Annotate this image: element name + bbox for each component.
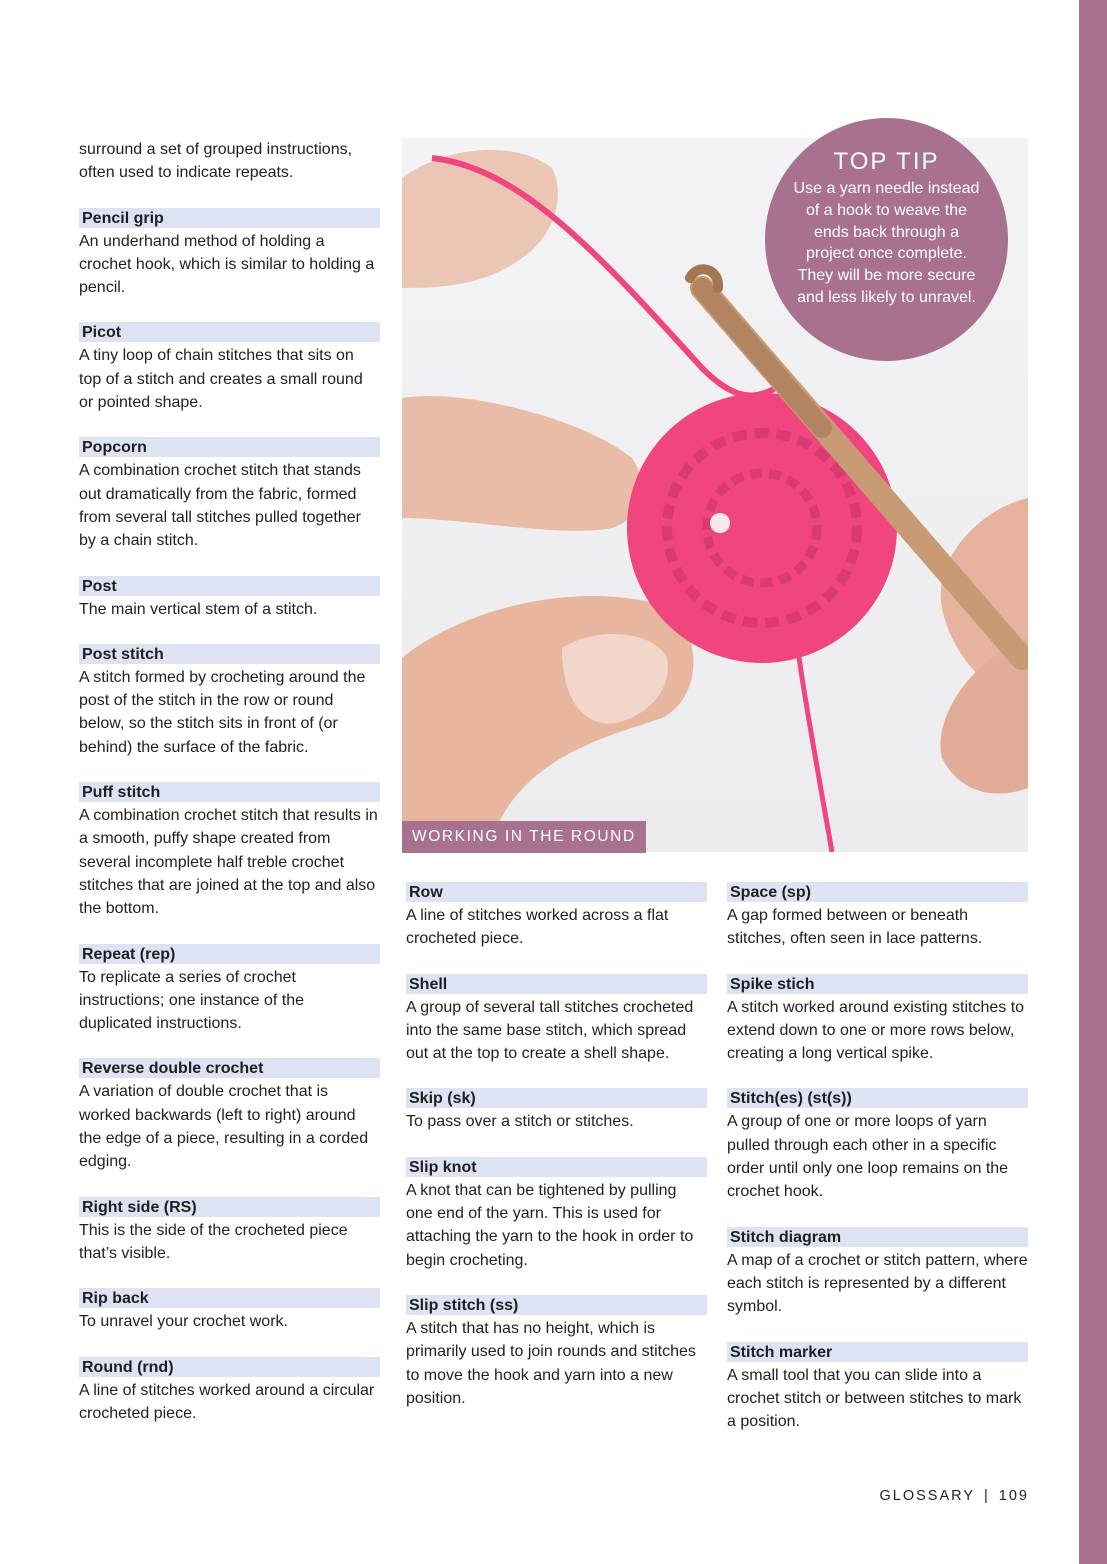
glossary-term: Post [79,576,380,596]
glossary-term: Reverse double crochet [79,1058,380,1078]
glossary-definition: To replicate a series of crochet instructions; one instance of the duplicated instructions. [79,968,305,1033]
page-footer [879,1488,1029,1504]
glossary-definition: A stitch worked around existing stitches to extend down to one or more rows below, creating a long vertical spike. [727,998,1025,1063]
glossary-term: Round (rnd) [79,1357,380,1377]
glossary-term: Slip knot [406,1157,707,1177]
glossary-entry [79,208,380,300]
glossary-entry [727,1088,1028,1203]
glossary-definition: A line of stitches worked across a flat crocheted piece. [406,907,669,948]
glossary-definition: A small tool that you can slide into a crochet stitch or between stitches to mark a position. [727,1366,1022,1431]
top-tip-text: Use a yarn needle instead of a hook to weave the ends back through a project once complete. They will be more secure and less likely to unravel. [793,180,980,306]
top-tip-badge [765,118,1008,361]
glossary-entry [79,322,380,414]
glossary-entry [727,882,1028,951]
glossary-term: Space (sp) [727,882,1028,902]
glossary-definition: A group of several tall stitches crocheted into the same base stitch, which spread out at the top to create a shell shape. [406,998,694,1063]
finger-middle [402,396,642,531]
glossary-definition: A gap formed between or beneath stitches, often seen in lace patterns. [727,907,983,948]
glossary-entry [79,1288,380,1333]
glossary-entry [406,1088,707,1133]
glossary-definition: A line of stitches worked around a circular crocheted piece. [79,1381,375,1422]
glossary-term: Rip back [79,1288,380,1308]
glossary-term: Skip (sk) [406,1088,707,1108]
glossary-entry [406,974,707,1066]
footer-separator: | [984,1488,990,1504]
glossary-continued-text: surround a set of grouped instructions, often used to indicate repeats. [79,141,353,182]
glossary-definition: A group of one or more loops of yarn pulled through each other in a specific order until only one loop remains on the crochet hook. [727,1113,1009,1201]
glossary-entry [727,1227,1028,1319]
glossary-entry [79,576,380,621]
glossary-term: Right side (RS) [79,1197,380,1217]
crochet-center-hole [710,513,730,533]
glossary-term: Repeat (rep) [79,944,380,964]
photo-caption: WORKING IN THE ROUND [402,821,646,853]
glossary-term: Stitch(es) (st(s)) [727,1088,1028,1108]
glossary-term: Row [406,882,707,902]
glossary-definition: A combination crochet stitch that stands out dramatically from the fabric, formed from several tall stitches pulled together by a chain stitch. [79,462,361,550]
glossary-entry [406,1157,707,1272]
glossary-term: Picot [79,322,380,342]
glossary-column-right [727,882,1028,1456]
glossary-entry [727,1342,1028,1434]
glossary-term: Popcorn [79,437,380,457]
glossary-term: Stitch diagram [727,1227,1028,1247]
glossary-term: Shell [406,974,707,994]
glossary-definition: A tiny loop of chain stitches that sits on top of a stitch and creates a small round or pointed shape. [79,347,363,412]
glossary-entry [406,882,707,951]
page-number: 109 [998,1488,1029,1504]
glossary-entry [79,944,380,1036]
glossary-definition: A map of a crochet or stitch pattern, where each stitch is represented by a different symbol. [727,1251,1028,1316]
glossary-definition: A variation of double crochet that is worked backwards (left to right) around the edge of a piece, resulting in a corded edging. [79,1083,369,1171]
top-tip-title: TOP TIP [833,148,940,175]
glossary-entry [79,644,380,759]
glossary-term: Post stitch [79,644,380,664]
glossary-term: Stitch marker [727,1342,1028,1362]
glossary-column-left [79,138,380,1448]
glossary-term: Spike stich [727,974,1028,994]
page-edge-color-bar [1079,0,1107,1564]
glossary-definition: A combination crochet stitch that results in a smooth, puffy shape created from several incomplete half treble crochet stitches that are joined at the top and also the bottom. [79,807,378,918]
glossary-definition: A knot that can be tightened by pulling one end of the yarn. This is used for attaching the yarn to the hook in order to begin crocheting. [406,1181,694,1269]
glossary-term: Puff stitch [79,782,380,802]
thumb [402,596,693,852]
glossary-entry [79,1058,380,1173]
glossary-entry [79,1197,380,1266]
glossary-entry [727,974,1028,1066]
glossary-definition: A stitch that has no height, which is primarily used to join rounds and stitches to move the hook and yarn into a new position. [406,1319,696,1407]
glossary-definition: To pass over a stitch or stitches. [406,1113,634,1131]
glossary-entry [79,1357,380,1426]
glossary-definition: The main vertical stem of a stitch. [79,600,318,618]
footer-section-label: GLOSSARY [879,1488,976,1504]
glossary-definition: This is the side of the crocheted piece that’s visible. [79,1221,348,1262]
glossary-entry [406,1295,707,1410]
glossary-term: Slip stitch (ss) [406,1295,707,1315]
glossary-entry [79,437,380,552]
glossary-entry [79,782,380,920]
glossary-column-middle [406,882,707,1433]
glossary-definition: To unravel your crochet work. [79,1313,288,1331]
glossary-definition: An underhand method of holding a crochet hook, which is similar to holding a pencil. [79,232,375,297]
glossary-term: Pencil grip [79,208,380,228]
glossary-definition: A stitch formed by crocheting around the post of the stitch in the row or round below, so the stitch sits in front of (or behind) the surface of the fabric. [79,668,366,756]
